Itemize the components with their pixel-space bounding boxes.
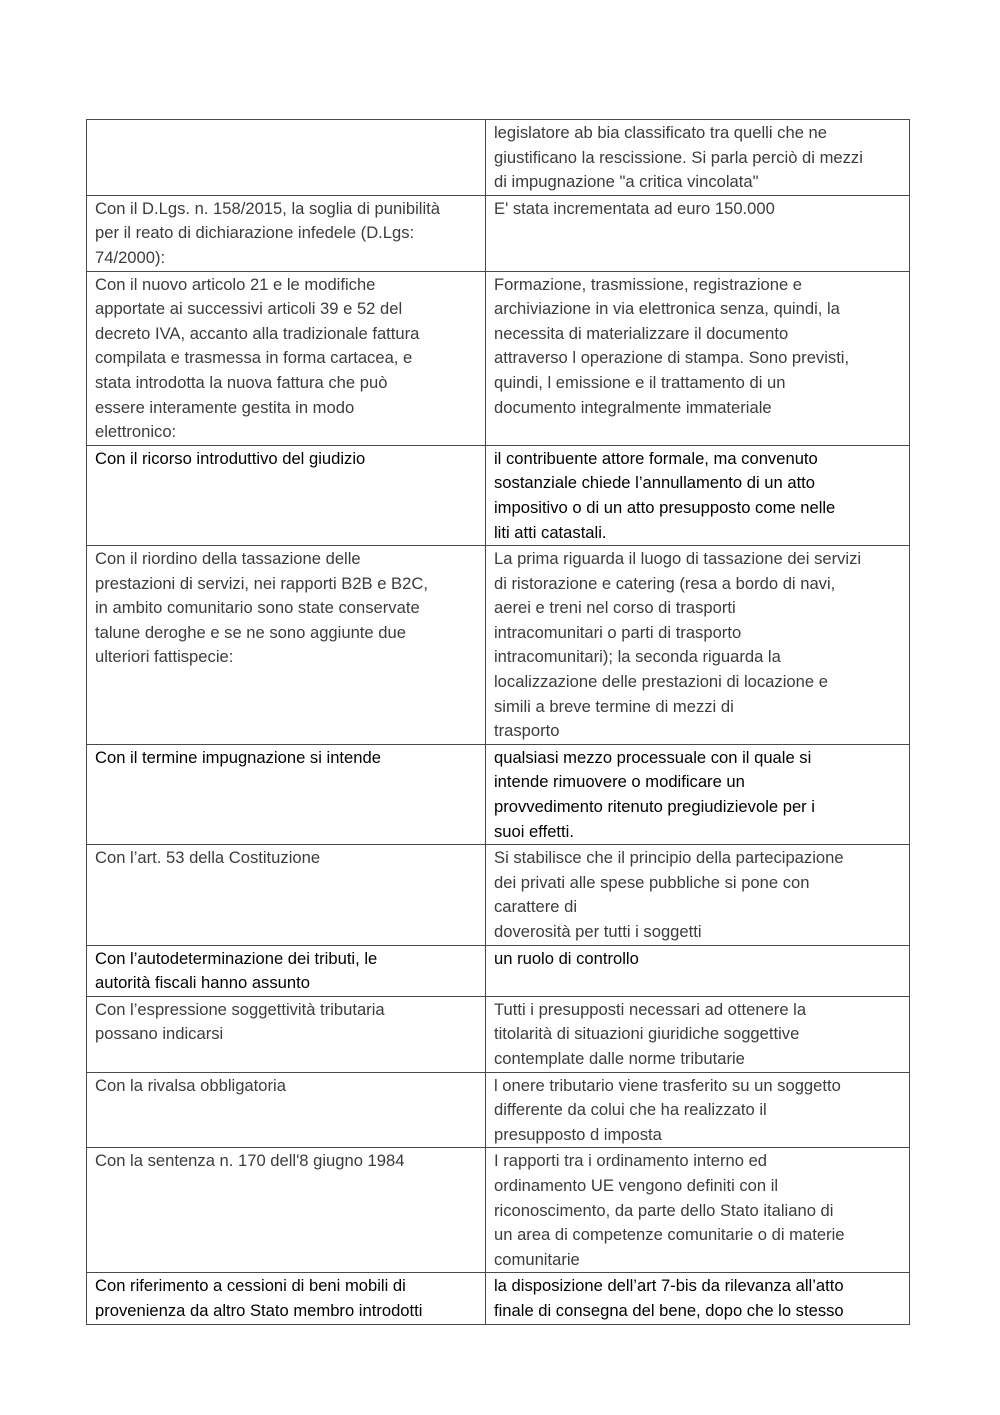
question-cell: Con l’espressione soggettività tributaria possano indicarsi [87,996,486,1072]
question-cell: Con il termine impugnazione si intende [87,744,486,844]
answer-cell: legislatore ab bia classificato tra quelli che ne giustificano la rescissione. Si parla perciò di mezzi di impugnazione "a critica vincolata" [486,120,910,196]
question-cell: Con l’art. 53 della Costituzione [87,845,486,945]
answer-cell: I rapporti tra i ordinamento interno ed ordinamento UE vengono definiti con il riconoscimento, da parte dello Stato italiano di un area di competenze comunitarie o di materie comunitarie [486,1148,910,1273]
answer-cell: qualsiasi mezzo processuale con il quale si intende rimuovere o modificare un provvedimento ritenuto pregiudizievole per i suoi effetti. [486,744,910,844]
table-row [87,271,910,445]
table-row [87,120,910,196]
table-row [87,1273,910,1324]
table-row [87,445,910,545]
question-cell [87,120,486,196]
question-cell: Con la sentenza n. 170 dell'8 giugno 1984 [87,1148,486,1273]
table-row [87,546,910,745]
answer-cell: Tutti i presupposti necessari ad ottenere la titolarità di situazioni giuridiche soggettive contemplate dalle norme tributarie [486,996,910,1072]
table-row [87,845,910,945]
table-row [87,744,910,844]
table-row [87,1148,910,1273]
answer-cell: il contribuente attore formale, ma convenuto sostanziale chiede l’annullamento di un atto impositivo o di un atto presupposto come nelle liti atti catastali. [486,445,910,545]
question-cell: Con il D.Lgs. n. 158/2015, la soglia di punibilità per il reato di dichiarazione infedele (D.Lgs: 74/2000): [87,195,486,271]
answer-cell: Si stabilisce che il principio della partecipazione dei privati alle spese pubbliche si pone con carattere di doverosità per tutti i soggetti [486,845,910,945]
answer-cell: la disposizione dell’art 7-bis da rilevanza all’atto finale di consegna del bene, dopo che lo stesso [486,1273,910,1324]
question-cell: Con riferimento a cessioni di beni mobili di provenienza da altro Stato membro introdotti [87,1273,486,1324]
question-cell: Con il ricorso introduttivo del giudizio [87,445,486,545]
question-cell: Con il riordino della tassazione delle prestazioni di servizi, nei rapporti B2B e B2C, in ambito comunitario sono state conservate talune deroghe e se ne sono aggiunte due ulteriori fattispecie: [87,546,486,745]
question-cell: Con la rivalsa obbligatoria [87,1072,486,1148]
qa-table [86,119,910,1325]
table-row [87,195,910,271]
document-page [86,119,909,1325]
answer-cell: un ruolo di controllo [486,945,910,996]
question-cell: Con il nuovo articolo 21 e le modifiche apportate ai successivi articoli 39 e 52 del decreto IVA, accanto alla tradizionale fattura compilata e trasmessa in forma cartacea, e stata introdotta la nuova fattura che può essere interamente gestita in modo elettronico: [87,271,486,445]
table-row [87,945,910,996]
answer-cell: l onere tributario viene trasferito su un soggetto differente da colui che ha realizzato il presupposto d imposta [486,1072,910,1148]
table-row [87,996,910,1072]
answer-cell: La prima riguarda il luogo di tassazione dei servizi di ristorazione e catering (resa a bordo di navi, aerei e treni nel corso di trasporti intracomunitari o parti di trasporto intracomunitari); la seconda riguarda la localizzazione delle prestazioni di locazione e simili a breve termine di mezzi di trasporto [486,546,910,745]
answer-cell: E' stata incrementata ad euro 150.000 [486,195,910,271]
question-cell: Con l’autodeterminazione dei tributi, le autorità fiscali hanno assunto [87,945,486,996]
table-row [87,1072,910,1148]
answer-cell: Formazione, trasmissione, registrazione e archiviazione in via elettronica senza, quindi, la necessita di materializzare il documento attraverso l operazione di stampa. Sono previsti, quindi, l emissione e il trattamento di un documento integralmente immateriale [486,271,910,445]
